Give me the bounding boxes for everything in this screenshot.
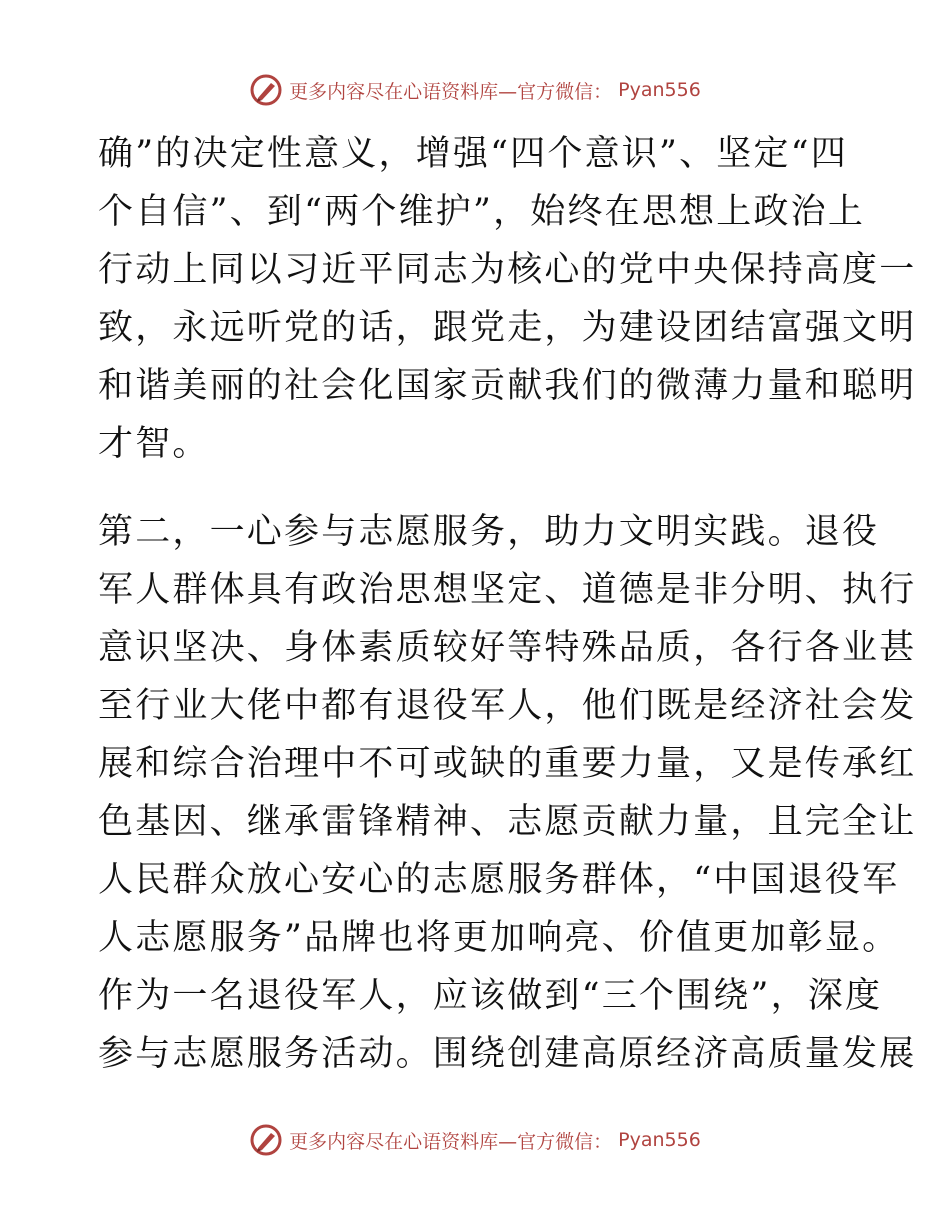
text-line: 人民群众放心安心的志愿服务群体，“中国退役军	[98, 860, 900, 900]
text-line: 行动上同以习近平同志为核心的党中央保持高度一	[98, 250, 917, 290]
text-line: 军人群体具有政治思想坚定、道德是非分明、执行	[98, 570, 917, 610]
text-line: 才智。	[98, 424, 210, 464]
pen-logo-icon	[249, 73, 283, 107]
text-line: 和谐美丽的社会化国家贡献我们的微薄力量和聪明	[98, 366, 917, 406]
text-line: 致，永远听党的话，跟党走，为建设团结富强文明	[98, 308, 917, 348]
text-line: 确”的决定性意义，增强“四个意识”、坚定“四	[98, 134, 848, 174]
text-line: 第二，一心参与志愿服务，助力文明实践。退役	[98, 512, 880, 552]
footer-banner	[0, 1120, 950, 1160]
text-line: 人志愿服务”品牌也将更加响亮、价值更加彰显。	[98, 918, 900, 958]
header-banner	[0, 70, 950, 110]
paragraph-1	[98, 125, 917, 473]
header-banner-text: 更多内容尽在心语资料库—官方微信：	[289, 80, 613, 103]
paragraph-2	[98, 503, 917, 1083]
footer-banner-text: 更多内容尽在心语资料库—官方微信：	[289, 1130, 613, 1153]
text-line: 作为一名退役军人，应该做到“三个围绕”，深度	[98, 976, 883, 1016]
header-banner-wechat-id: Pyan556	[618, 79, 701, 101]
text-line: 个自信”、到“两个维护”，始终在思想上政治上	[98, 192, 866, 232]
text-line: 展和综合治理中不可或缺的重要力量，又是传承红	[98, 744, 917, 784]
footer-banner-wechat-id: Pyan556	[618, 1129, 701, 1151]
paragraph-gap	[98, 473, 850, 503]
document-body	[98, 125, 917, 1083]
text-line: 色基因、继承雷锋精神、志愿贡献力量，且完全让	[98, 802, 917, 842]
text-line: 意识坚决、身体素质较好等特殊品质，各行各业甚	[98, 628, 917, 668]
text-line: 至行业大佬中都有退役军人，他们既是经济社会发	[98, 686, 917, 726]
pen-logo-icon	[249, 1123, 283, 1157]
text-line: 参与志愿服务活动。围绕创建高原经济高质量发展	[98, 1034, 917, 1074]
